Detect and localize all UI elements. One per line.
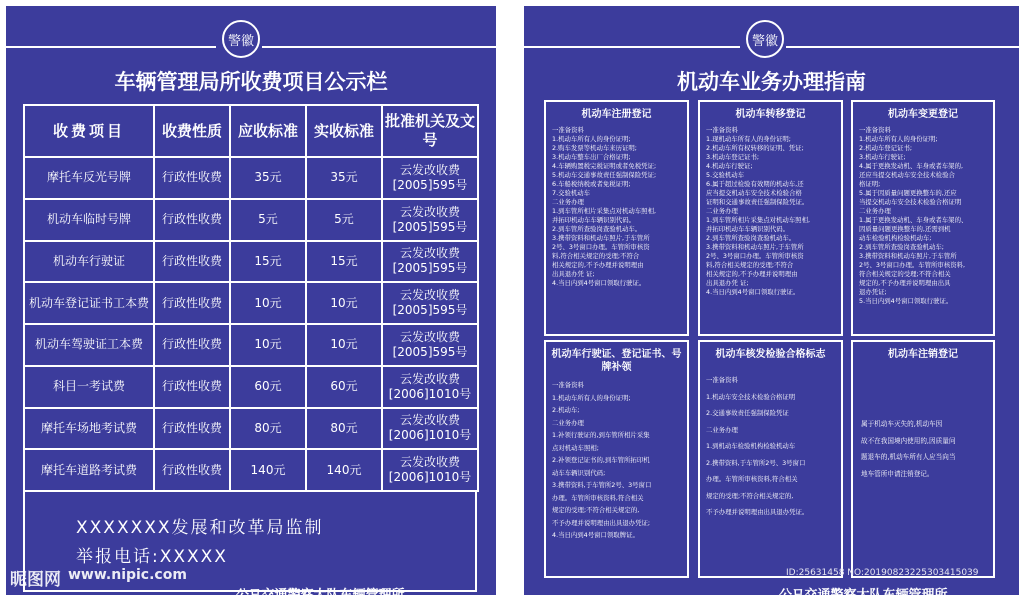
fee-item: 摩托车反光号牌 bbox=[24, 157, 154, 199]
panel-body: 一准备资料 1.机动车所有人的身份证明; 2.机动车; 二业务办理 1.补领行驶证的,到车管所相片采集 点对机动车照相; 2.补领登记证书的,到车管所拓印机 动车车辆识别代码; 3.携带资料,于车管所2号、3号窗口 办理。车管所审核资料,符合相关 规定的受理;不符合相关规定的, 不予办理并说明理由出具退办凭证; 4.当日内到4号窗口领取牌证。 bbox=[552, 381, 652, 539]
police-emblem-icon: 警徽 bbox=[746, 20, 784, 58]
fee-approval: 云发改收费[2006]1010号 bbox=[382, 366, 478, 408]
deregistration-panel bbox=[851, 340, 995, 578]
watermark-url: www.nipic.com bbox=[68, 567, 187, 583]
panel-body: 一准备资料 1.机动车所有人的身份证明; 2.机动车登记证书; 3.机动车行驶证; 4.属于更换发动机、车身或者车架的, 还应当提交机动车安全技术检验合 格证明; 5.属于因质量问题更换整车的,还应 当提交机动车安全技术检验合格证明 二业务办理 1.属于更换发动机、车身或者车架的、 因质量问题更换整车的,还需到机 动车检验机构检验机动车; 2.到车管所查验岗查验机动车; 3.携带资料和机动车照片,于车管所 2号、3号窗口办理。车管所审核资料, 符合相关规定的受理;不符合相关 规定的,不予办理并说明理由出具 退办凭证; 5.当日内到4号窗口领取行驶证。 bbox=[859, 126, 968, 305]
header-approval: 批准机关及文号 bbox=[382, 105, 478, 157]
right-footer-caption: 公므交通警察大队车辆管理所 bbox=[779, 588, 948, 603]
supervising-authority: XXXXXXX发展和改革局监制 bbox=[76, 518, 324, 538]
fee-table bbox=[23, 104, 479, 492]
fee-paid: 5元 bbox=[306, 199, 382, 241]
panel-body: 一准备资料 1.机动车安全技术检验合格证明 2.交通事故责任强制保险凭证 二业务办理 1.到机动车检验机构检验机动车 2.携带资料,于车管所2号、3号窗口 办理。车管所审核资料,符合相关 规定的受理;不符合相关规定的, 不予办理并说明理由出具退办凭证。 bbox=[706, 376, 809, 516]
table-row bbox=[24, 199, 478, 241]
fee-approval: 云发改收费[2005]595号 bbox=[382, 324, 478, 366]
header-nature: 收费性质 bbox=[154, 105, 230, 157]
fee-nature: 行政性收费 bbox=[154, 449, 230, 491]
fee-nature: 行政性收费 bbox=[154, 241, 230, 283]
reissue-panel bbox=[544, 340, 689, 578]
fee-due: 10元 bbox=[230, 282, 306, 324]
panel-title: 机动车注册登记 bbox=[581, 109, 652, 120]
table-row bbox=[24, 241, 478, 283]
fee-paid: 80元 bbox=[306, 408, 382, 450]
police-emblem-icon: 警徽 bbox=[222, 20, 260, 58]
fee-approval: 云发改收费[2005]595号 bbox=[382, 241, 478, 283]
registration-panel bbox=[544, 100, 689, 336]
fee-notice-board bbox=[6, 6, 496, 603]
table-row bbox=[24, 366, 478, 408]
fee-approval: 云发改收费[2005]595号 bbox=[382, 157, 478, 199]
panel-body: 一准备资料 1.现机动车所有人的身份证明; 2.机动车所有权转移的证明、凭证; 3.机动车登记证书; 4.机动车行驶证; 5.交验机动车 6.属于超过检验有效期的机动车,还 应当提交机动车安全技术检验合格 证明和交通事故责任强制保险凭证。 二业务办理 1.到车管所相片采集点对机动车照相, 并拓印机动车车辆识别代码。 2.到车管所查验岗查验机动车。 3.携带资料和机动车照片,于车管所 2号、3号窗口办理。车管所审核资 料,符合相关规定的受理;不符合 相关规定的,不予办理并说明理由 出具退办凭 证; 4.当日内到4号窗口领取行驶证。 bbox=[706, 126, 810, 296]
change-panel bbox=[851, 100, 995, 336]
fee-approval: 云发改收费[2006]1010号 bbox=[382, 449, 478, 491]
fee-nature: 行政性收费 bbox=[154, 324, 230, 366]
header-rule-right bbox=[262, 46, 496, 48]
fee-board-title: 车辆管理局所收费项目公示栏 bbox=[114, 70, 388, 94]
fee-item: 机动车行驶证 bbox=[24, 241, 154, 283]
fee-paid: 60元 bbox=[306, 366, 382, 408]
header-due: 应收标准 bbox=[230, 105, 306, 157]
fee-approval: 云发改收费[2005]595号 bbox=[382, 282, 478, 324]
fee-item: 科目一考试费 bbox=[24, 366, 154, 408]
fee-nature: 行政性收费 bbox=[154, 157, 230, 199]
table-row bbox=[24, 282, 478, 324]
table-row bbox=[24, 449, 478, 491]
fee-item: 摩托车道路考试费 bbox=[24, 449, 154, 491]
panel-title: 机动车注销登记 bbox=[888, 349, 958, 360]
fee-paid: 35元 bbox=[306, 157, 382, 199]
fee-due: 35元 bbox=[230, 157, 306, 199]
fee-due: 15元 bbox=[230, 241, 306, 283]
panel-title: 机动车行驶证、登记证书、号牌补领 bbox=[551, 349, 682, 373]
header-rule-left bbox=[524, 46, 740, 48]
panel-title: 机动车转移登记 bbox=[735, 109, 806, 120]
fee-paid: 10元 bbox=[306, 324, 382, 366]
header-rule-right bbox=[786, 46, 1019, 48]
fee-item: 机动车临时号牌 bbox=[24, 199, 154, 241]
panel-title: 机动车核发检验合格标志 bbox=[715, 349, 826, 360]
fee-item: 机动车登记证书工本费 bbox=[24, 282, 154, 324]
fee-due: 60元 bbox=[230, 366, 306, 408]
service-guide-board bbox=[524, 6, 1019, 603]
fee-nature: 行政性收费 bbox=[154, 199, 230, 241]
table-row bbox=[24, 408, 478, 450]
fee-item: 摩托车场地考试费 bbox=[24, 408, 154, 450]
watermark-logo: 昵图网 bbox=[10, 570, 61, 590]
guide-board-title: 机动车业务办理指南 bbox=[677, 70, 866, 94]
fee-due: 80元 bbox=[230, 408, 306, 450]
panel-body: 一准备资料 1.机动车所有人的身份证明; 2.购车发票等机动车来历证明; 3.机动车整车出厂合格证明; 4.车辆购置税完税证明或者免税凭证; 5.机动车交通事故责任强制保险凭证; 6.车船税纳税或者免税证明; 7.交验机动车 二业务办理 1.到车管所相片采集点对机动车照相, 并拓印机动车车辆识别代码。 2.到车管所查验岗查验机动车。 3.携带资料和机动车照片,于车管所 2号、3号窗口办理。车管所审核资 料,符合相关规定的受理;不符合 相关规定的,不予办理并说明理由 出具退办凭 证; 4.当日内到4号窗口领取行驶证。 bbox=[552, 126, 657, 287]
fee-approval: 云发改收费[2006]1010号 bbox=[382, 408, 478, 450]
watermark-id: ID:25631458 NO:20190823225303415039 bbox=[786, 568, 979, 578]
fee-paid: 10元 bbox=[306, 282, 382, 324]
inspection-panel bbox=[698, 340, 843, 578]
fee-nature: 行政性收费 bbox=[154, 282, 230, 324]
fee-due: 140元 bbox=[230, 449, 306, 491]
fee-due: 10元 bbox=[230, 324, 306, 366]
fee-approval: 云发改收费[2005]595号 bbox=[382, 199, 478, 241]
header-item: 收费项目 bbox=[24, 105, 154, 157]
fee-paid: 15元 bbox=[306, 241, 382, 283]
header-rule-left bbox=[6, 46, 216, 48]
report-hotline: 举报电话:XXXXX bbox=[76, 547, 228, 567]
transfer-panel bbox=[698, 100, 843, 336]
fee-nature: 行政性收费 bbox=[154, 408, 230, 450]
table-row bbox=[24, 157, 478, 199]
panel-body: 属于机动车灭失的,机动车因 故不在我国境内使用的,因质量问 题退车的,机动车所有人应当向当 地车管所申请注销登记。 bbox=[861, 420, 956, 478]
header-paid: 实收标准 bbox=[306, 105, 382, 157]
fee-nature: 行政性收费 bbox=[154, 366, 230, 408]
table-row bbox=[24, 324, 478, 366]
fee-paid: 140元 bbox=[306, 449, 382, 491]
fee-due: 5元 bbox=[230, 199, 306, 241]
fee-item: 机动车驾驶证工本费 bbox=[24, 324, 154, 366]
panel-title: 机动车变更登记 bbox=[888, 109, 958, 120]
fee-table-header bbox=[24, 105, 478, 157]
left-footer-caption: 公므交通警察大队车辆管理所 bbox=[236, 588, 405, 603]
